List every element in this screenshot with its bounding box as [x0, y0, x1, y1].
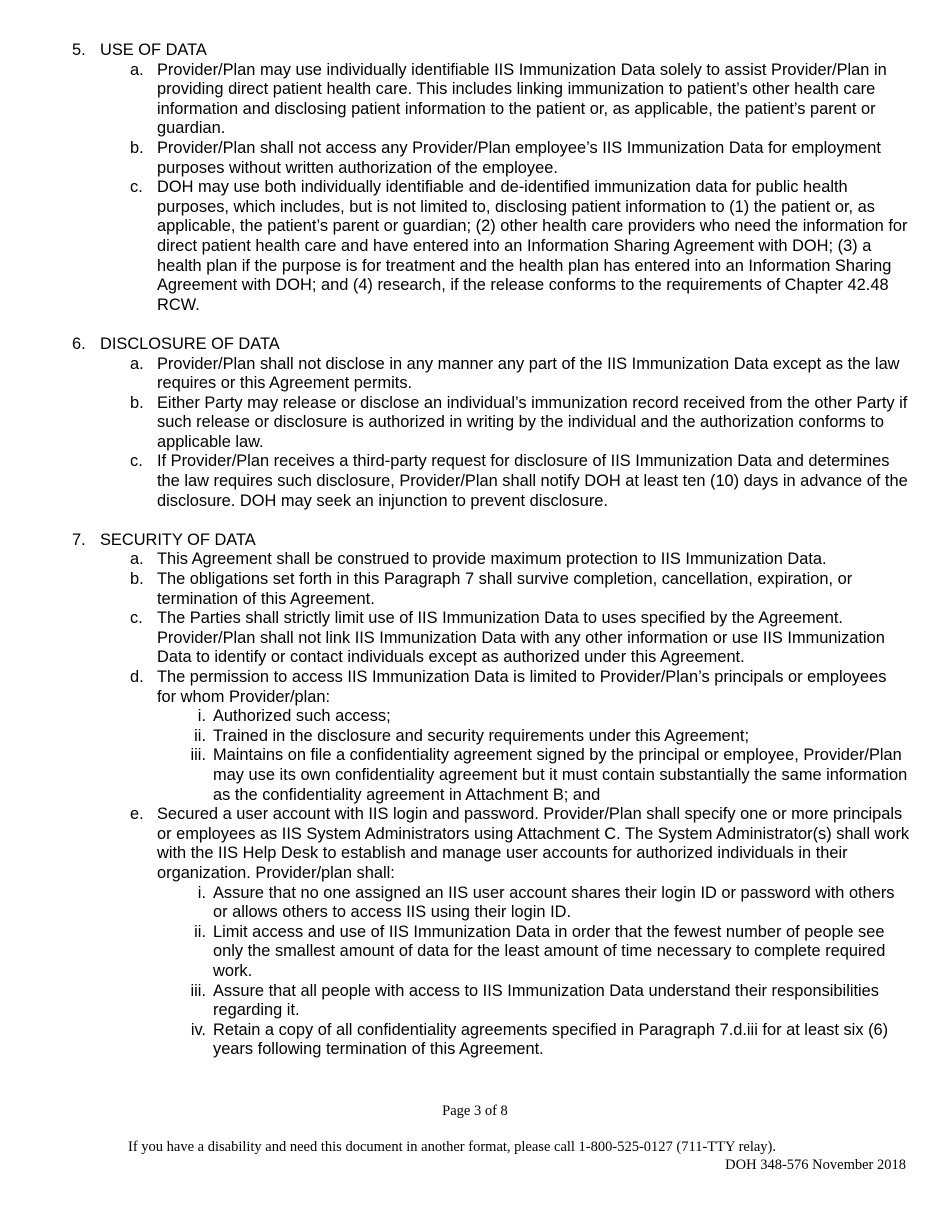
sub-list-item	[0, 746, 950, 805]
sub-list-item	[0, 707, 950, 727]
list-item	[0, 570, 950, 609]
subitem-text: Limit access and use of IIS Immunization Data in order that the fewest number of people see only the smallest amount of data for the least amount of time necessary to complete required work.	[213, 922, 886, 980]
subitem-label: iv.	[190, 1020, 206, 1039]
item-label: b.	[130, 393, 144, 412]
list-item	[0, 668, 950, 707]
item-text: Provider/Plan may use individually identifiable IIS Immunization Data solely to assist Provider/Plan in providing direct patient health care. This includes linking immunization to patient’s other health care information and disclosing patient information to the patient or, as applicable, the patient’s parent or guardian.	[157, 60, 887, 138]
list-item	[0, 139, 950, 178]
subitem-text: Maintains on file a confidentiality agreement signed by the principal or employee, Provider/Plan may use its own confidentiality agreement but it must contain substantially the same information as the confidentiality agreement in Attachment B; and	[213, 746, 908, 804]
item-label: c.	[130, 609, 143, 628]
section-number: 6.	[72, 334, 86, 353]
section-heading	[0, 335, 950, 355]
section-title: DISCLOSURE OF DATA	[100, 334, 280, 353]
subitem-label: i.	[197, 883, 206, 902]
subitem-text: Assure that all people with access to IIS Immunization Data understand their responsibilities regarding it.	[213, 981, 879, 1020]
document-body	[0, 41, 950, 1079]
item-text: Either Party may release or disclose an individual’s immunization record received from the other Party if such release or disclosure is authorized in writing by the individual and the authorization conforms to applicable law.	[157, 393, 908, 451]
item-text: This Agreement shall be construed to provide maximum protection to IIS Immunization Data.	[157, 550, 827, 569]
list-item	[0, 609, 950, 668]
item-label: c.	[130, 452, 143, 471]
item-label: b.	[130, 138, 144, 157]
item-text: Provider/Plan shall not access any Provider/Plan employee’s IIS Immunization Data for employment purposes without written authorization of the employee.	[157, 138, 881, 177]
item-label: a.	[130, 60, 144, 79]
list-item	[0, 394, 950, 453]
item-text: The obligations set forth in this Paragraph 7 shall survive completion, cancellation, expiration, or termination of this Agreement.	[157, 570, 853, 608]
section-heading	[0, 41, 950, 61]
section-number: 5.	[72, 41, 86, 59]
subitem-label: iii.	[190, 981, 206, 1000]
list-item	[0, 178, 950, 315]
list-item	[0, 452, 950, 511]
subitem-text: Authorized such access;	[213, 707, 391, 726]
sub-list-item	[0, 923, 950, 982]
item-text: Provider/Plan shall not disclose in any manner any part of the IIS Immunization Data except as the law requires or this Agreement permits.	[157, 354, 900, 393]
item-label: a.	[130, 354, 144, 373]
item-text: The permission to access IIS Immunization Data is limited to Provider/Plan’s principals or employees for whom Provider/plan:	[157, 668, 887, 706]
item-text: Secured a user account with IIS login and password. Provider/Plan shall specify one or more principals or employees as IIS System Administrators using Attachment C. The System Administrator(s) shall work with the IIS Help Desk to establish and manage user accounts for authorized individuals in their organization. Provider/plan shall:	[157, 805, 910, 882]
section-title: USE OF DATA	[100, 41, 207, 59]
list-item	[0, 355, 950, 394]
item-label: c.	[130, 178, 143, 197]
form-identifier: DOH 348-576 November 2018	[725, 1157, 906, 1173]
list-item	[0, 61, 950, 139]
subitem-text: Assure that no one assigned an IIS user account shares their login ID or password with others or allows others to access IIS using their login ID.	[213, 883, 895, 922]
sub-list-item	[0, 982, 950, 1021]
item-label: a.	[130, 550, 144, 569]
subitem-label: ii.	[194, 726, 206, 745]
list-item	[0, 805, 950, 883]
section-heading	[0, 531, 950, 551]
section-disclosure-of-data	[0, 335, 950, 511]
page-number: Page 3 of 8	[442, 1103, 508, 1119]
subitem-label: i.	[197, 707, 206, 726]
item-text: If Provider/Plan receives a third-party request for disclosure of IIS Immunization Data and determines the law requires such disclosure, Provider/Plan shall notify DOH at least ten (10) days in advance of the disclosure. DOH may seek an injunction to prevent disclosure.	[157, 452, 908, 510]
sub-list-item	[0, 727, 950, 747]
sub-list-item	[0, 884, 950, 923]
list-item	[0, 550, 950, 570]
section-use-of-data	[0, 41, 950, 315]
subitem-label: ii.	[194, 922, 206, 941]
item-label: b.	[130, 570, 144, 589]
subitem-label: iii.	[190, 746, 206, 765]
item-text: DOH may use both individually identifiable and de-identified immunization data for public health purposes, which includes, but is not limited to, disclosing patient information to (1) the patient or, as applicable, the patient’s parent or guardian; (2) other health care providers who need the information for direct patient health care and have entered into an Information Sharing Agreement with DOH; (3) a health plan if the purpose is for treatment and the health plan has entered into an Information Sharing Agreement with DOH; and (4) research, if the release conforms to the requirements of Chapter 42.48 RCW.	[157, 178, 908, 314]
item-label: e.	[130, 805, 144, 824]
item-text: The Parties shall strictly limit use of IIS Immunization Data to uses specified by the Agreement. Provider/Plan shall not link IIS Immunization Data with any other information or use IIS Immunization Data to identify or contact individuals except as authorized under this Agreement.	[157, 609, 885, 667]
accessibility-note: If you have a disability and need this document in another format, please call 1-800-525-0127 (711-TTY relay).	[128, 1139, 776, 1155]
item-label: d.	[130, 668, 144, 686]
section-security-of-data	[0, 531, 950, 1060]
subitem-text: Trained in the disclosure and security requirements under this Agreement;	[213, 726, 750, 745]
section-number: 7.	[72, 530, 86, 549]
sub-list-item	[0, 1021, 950, 1060]
section-title: SECURITY OF DATA	[100, 530, 256, 549]
subitem-text: Retain a copy of all confidentiality agreements specified in Paragraph 7.d.iii for at least six (6) years following termination of this Agreement.	[213, 1020, 889, 1059]
